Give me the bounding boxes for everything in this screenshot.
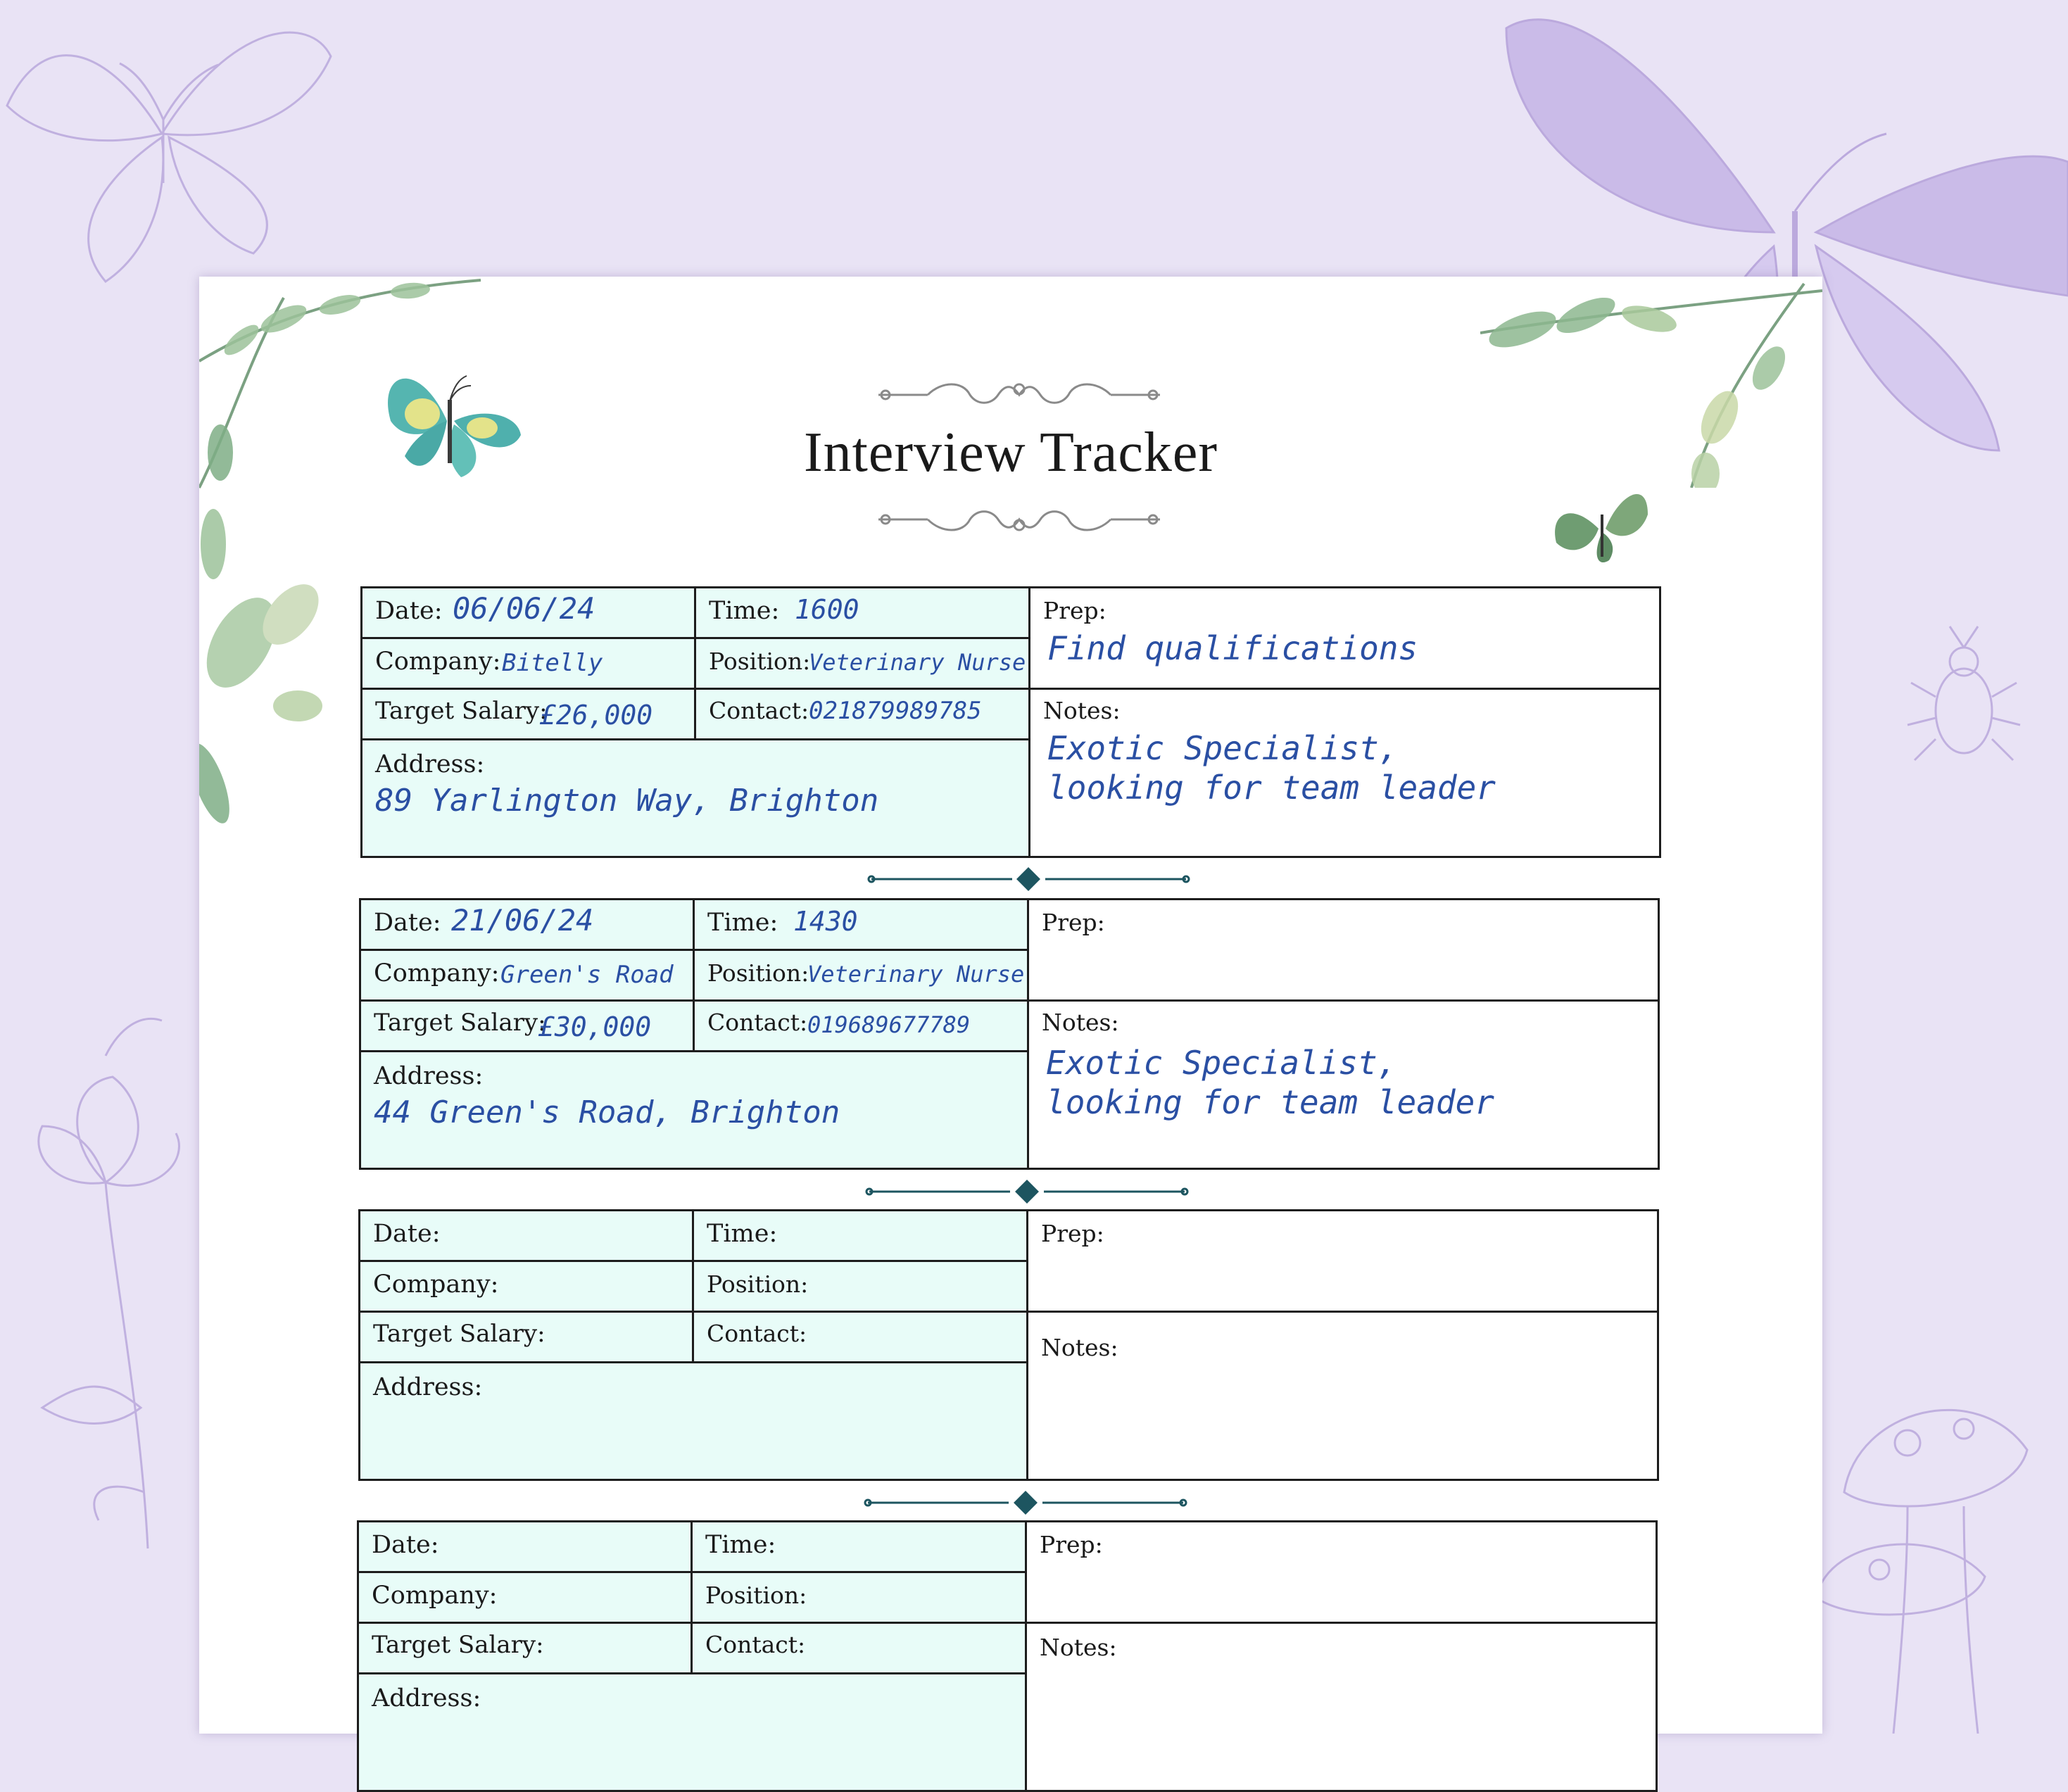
position-label: Position: [705,1582,807,1609]
prep-cell[interactable] [1027,898,1660,1002]
date-value: 21/06/24 [451,903,594,938]
target-salary-value: £26,000 [540,700,653,731]
flower-illustration-left [0,985,204,1731]
page-title: Interview Tracker [804,422,1218,484]
prep-label: Prep: [1040,1531,1103,1558]
entry-divider [199,865,1822,893]
contact-cell[interactable] [692,1311,1028,1363]
target-salary-label: Target Salary: [374,1009,546,1037]
position-cell[interactable] [691,1571,1027,1624]
notes-line-1: Exotic Specialist, [1047,729,1399,767]
date-label: Date: [375,597,443,625]
notes-cell[interactable] [1027,999,1660,1170]
time-cell[interactable] [693,898,1029,951]
notes-cell[interactable] [1028,688,1661,858]
butterfly-green-icon [1549,479,1655,571]
position-value: Veterinary Nurse [807,961,1025,988]
target-salary-label: Target Salary: [373,1320,546,1348]
entry-divider [199,1489,1822,1517]
address-label: Address: [374,1062,484,1090]
target-salary-cell[interactable] [360,688,696,740]
notes-label: Notes: [1042,1009,1119,1036]
notes-label: Notes: [1040,1634,1117,1661]
position-label: Position: [707,959,809,987]
contact-label: Contact: [705,1631,806,1658]
date-label: Date: [374,909,441,937]
notes-line-2: looking for team leader [1047,769,1496,807]
address-cell[interactable] [357,1672,1027,1792]
address-cell[interactable] [358,1361,1028,1481]
company-cell[interactable] [357,1571,693,1624]
position-cell[interactable] [692,1260,1028,1313]
contact-label: Contact: [709,697,809,724]
time-cell[interactable] [692,1209,1028,1262]
date-cell[interactable] [360,586,696,639]
interview-entry [358,1209,1659,1481]
prep-label: Prep: [1043,597,1106,624]
target-salary-label: Target Salary: [375,697,548,725]
time-cell[interactable] [694,586,1030,639]
notes-label: Notes: [1041,1334,1118,1361]
prep-value: Find qualifications [1047,629,1418,667]
notes-label: Notes: [1043,697,1121,724]
date-cell[interactable] [358,1209,694,1262]
title-flourish-top [871,381,1167,409]
notes-line-1: Exotic Specialist, [1046,1044,1397,1082]
date-cell[interactable] [359,898,695,951]
interview-entry [359,898,1660,1170]
mushroom-illustration [1802,1365,2068,1734]
address-label: Address: [373,1373,483,1401]
title-flourish-bottom [871,505,1167,534]
prep-label: Prep: [1042,909,1105,936]
company-value: Green's Road [500,961,674,989]
position-cell[interactable] [693,949,1029,1002]
date-cell[interactable] [357,1520,693,1573]
position-label: Position: [709,648,811,675]
company-cell[interactable] [360,637,696,690]
position-value: Veterinary Nurse [809,649,1026,676]
prep-cell[interactable] [1025,1520,1658,1624]
time-value: 1430 [793,906,858,937]
prep-cell[interactable] [1028,586,1661,690]
company-label: Company: [375,648,501,676]
company-cell[interactable] [358,1260,694,1313]
address-value: 44 Green's Road, Brighton [374,1094,840,1130]
address-cell[interactable] [359,1050,1029,1170]
interview-entry [357,1520,1658,1792]
date-label: Date: [372,1531,439,1559]
company-value: Bitelly [502,649,603,677]
interview-entry [360,586,1661,858]
time-label: Time: [707,909,778,937]
contact-label: Contact: [707,1320,807,1347]
moth-illustration-left [0,0,366,310]
contact-cell[interactable] [693,999,1029,1052]
address-cell[interactable] [360,738,1030,858]
time-value: 1600 [795,594,859,625]
target-salary-value: £30,000 [538,1011,652,1042]
prep-label: Prep: [1041,1220,1104,1247]
address-value: 89 Yarlington Way, Brighton [375,783,879,819]
company-label: Company: [372,1582,498,1610]
company-cell[interactable] [359,949,695,1002]
beetle-illustration [1900,619,2027,802]
contact-value: 021879989785 [809,697,982,725]
target-salary-label: Target Salary: [372,1631,544,1659]
position-label: Position: [707,1270,809,1298]
notes-cell[interactable] [1025,1622,1658,1792]
company-label: Company: [373,1270,499,1299]
date-value: 06/06/24 [453,591,595,626]
contact-label: Contact: [707,1009,808,1036]
target-salary-cell[interactable] [358,1311,694,1363]
position-cell[interactable] [694,637,1030,690]
address-label: Address: [375,750,485,778]
date-label: Date: [373,1220,441,1248]
entry-divider [199,1178,1822,1206]
contact-value: 019689677789 [807,1011,971,1038]
target-salary-cell[interactable] [359,999,695,1052]
prep-cell[interactable] [1026,1209,1659,1313]
notes-cell[interactable] [1026,1311,1659,1481]
planner-page [199,277,1822,1734]
time-cell[interactable] [691,1520,1027,1573]
time-label: Time: [709,597,780,625]
contact-cell[interactable] [694,688,1030,740]
company-label: Company: [374,959,500,988]
contact-cell[interactable] [691,1622,1027,1674]
target-salary-cell[interactable] [357,1622,693,1674]
time-label: Time: [707,1220,778,1248]
time-label: Time: [705,1531,776,1559]
address-label: Address: [372,1684,481,1712]
notes-line-2: looking for team leader [1046,1083,1494,1121]
